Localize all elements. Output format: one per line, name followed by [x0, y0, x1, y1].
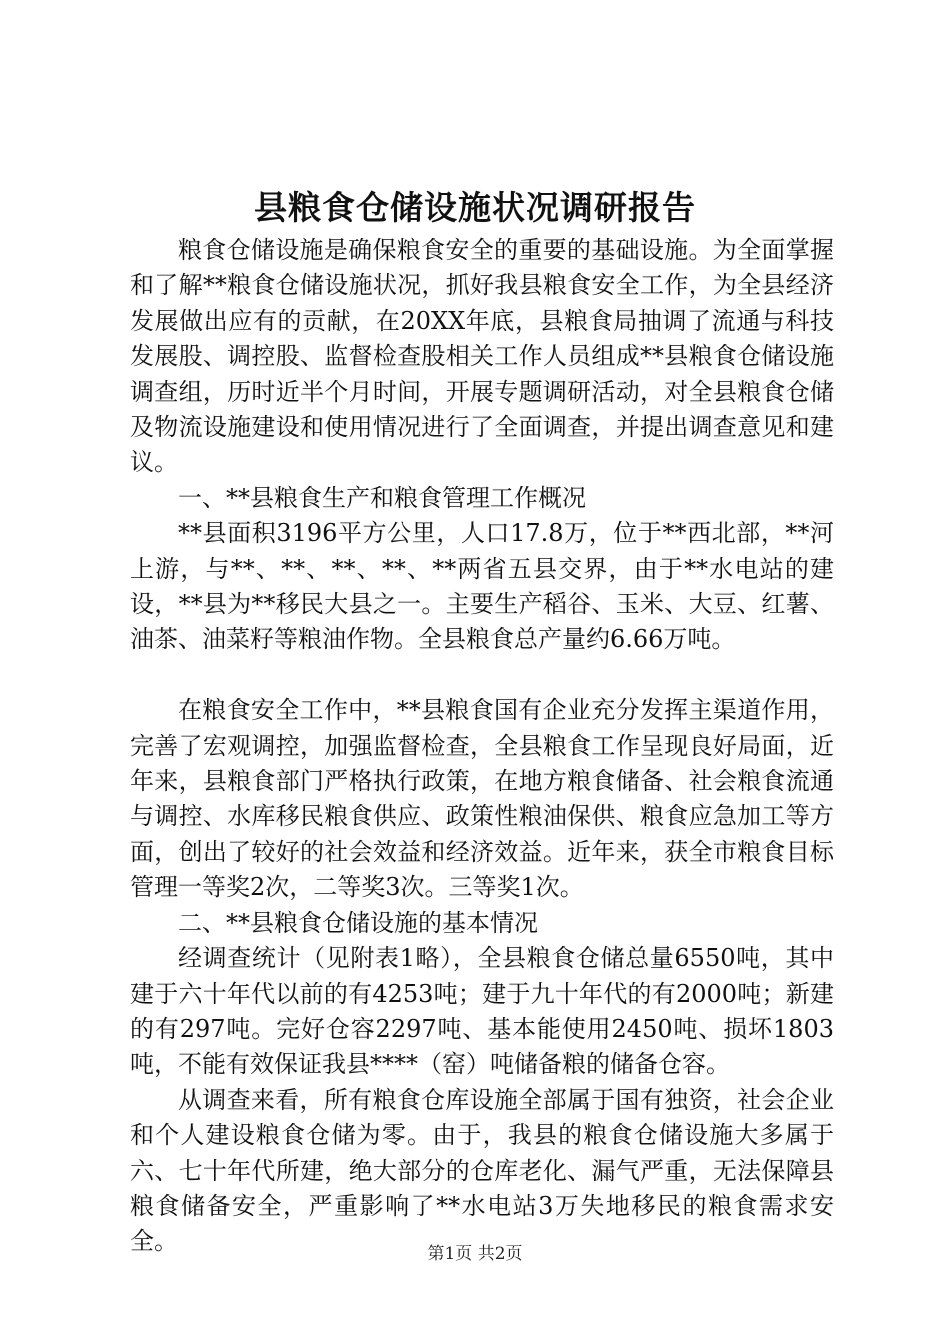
paragraph-survey-findings: 从调查来看，所有粮食仓库设施全部属于国有独资，社会企业和个人建设粮食仓储为零。由于，我县的粮食仓储设施大多属于六、七十年代所建，绝大部分的仓库老化、漏气严重，无法保障县粮食储备安全，严重影响了**水电站3万失地移民的粮食需求安全。 [130, 1085, 834, 1256]
paragraph-statistics: 经调查统计（见附表1略），全县粮食仓储总量6550吨，其中建于六十年代以前的有4253吨；建于九十年代的有2000吨；新建的有297吨。完好仓容2297吨、基本能使用2450吨、损坏1803吨，不能有效保证我县****（窑）吨储备粮的储备仓容。 [130, 944, 834, 1079]
page-footer: 第1页 共2页 [427, 1244, 523, 1264]
section-heading-2: 二、**县粮食仓储设施的基本情况 [178, 908, 538, 937]
paragraph-intro: 粮食仓储设施是确保粮食安全的重要的基础设施。为全面掌握和了解**粮食仓储设施状况，抓好我县粮食安全工作，为全县经济发展做出应有的贡献，在20XX年底，县粮食局抽调了流通与科技发展股、调控股、监督检查股相关工作人员组成**县粮食仓储设施调查组，历时近半个月时间，开展专题调研活动，对全县粮食仓储及物流设施建设和使用情况进行了全面调查，并提出调查意见和建议。 [130, 236, 834, 477]
paragraph-spacer [130, 658, 834, 693]
paragraph-grain-safety: 在粮食安全工作中，**县粮食国有企业充分发挥主渠道作用，完善了宏观调控，加强监督检查，全县粮食工作呈现良好局面，近年来，县粮食部门严格执行政策，在地方粮食储备、社会粮食流通与调控、水库移民粮食供应、政策性粮油保供、粮食应急加工等方面，创出了较好的社会效益和经济效益。近年来，获全市粮食目标管理一等奖2次，二等奖3次。三等奖1次。 [130, 696, 834, 902]
document-title: 县粮食仓储设施状况调研报告 [254, 188, 696, 227]
document-body [130, 233, 834, 1260]
section-heading-1: 一、**县粮食生产和粮食管理工作概况 [178, 483, 586, 512]
paragraph-overview: **县面积3196平方公里，人口17.8万，位于**西北部，**河上游，与**、**、**、**、**两省五县交界，由于**水电站的建设，**县为**移民大县之一。主要生产稻谷、玉米、大豆、红薯、油茶、油菜籽等粮油作物。全县粮食总产量约6.66万吨。 [130, 519, 834, 654]
